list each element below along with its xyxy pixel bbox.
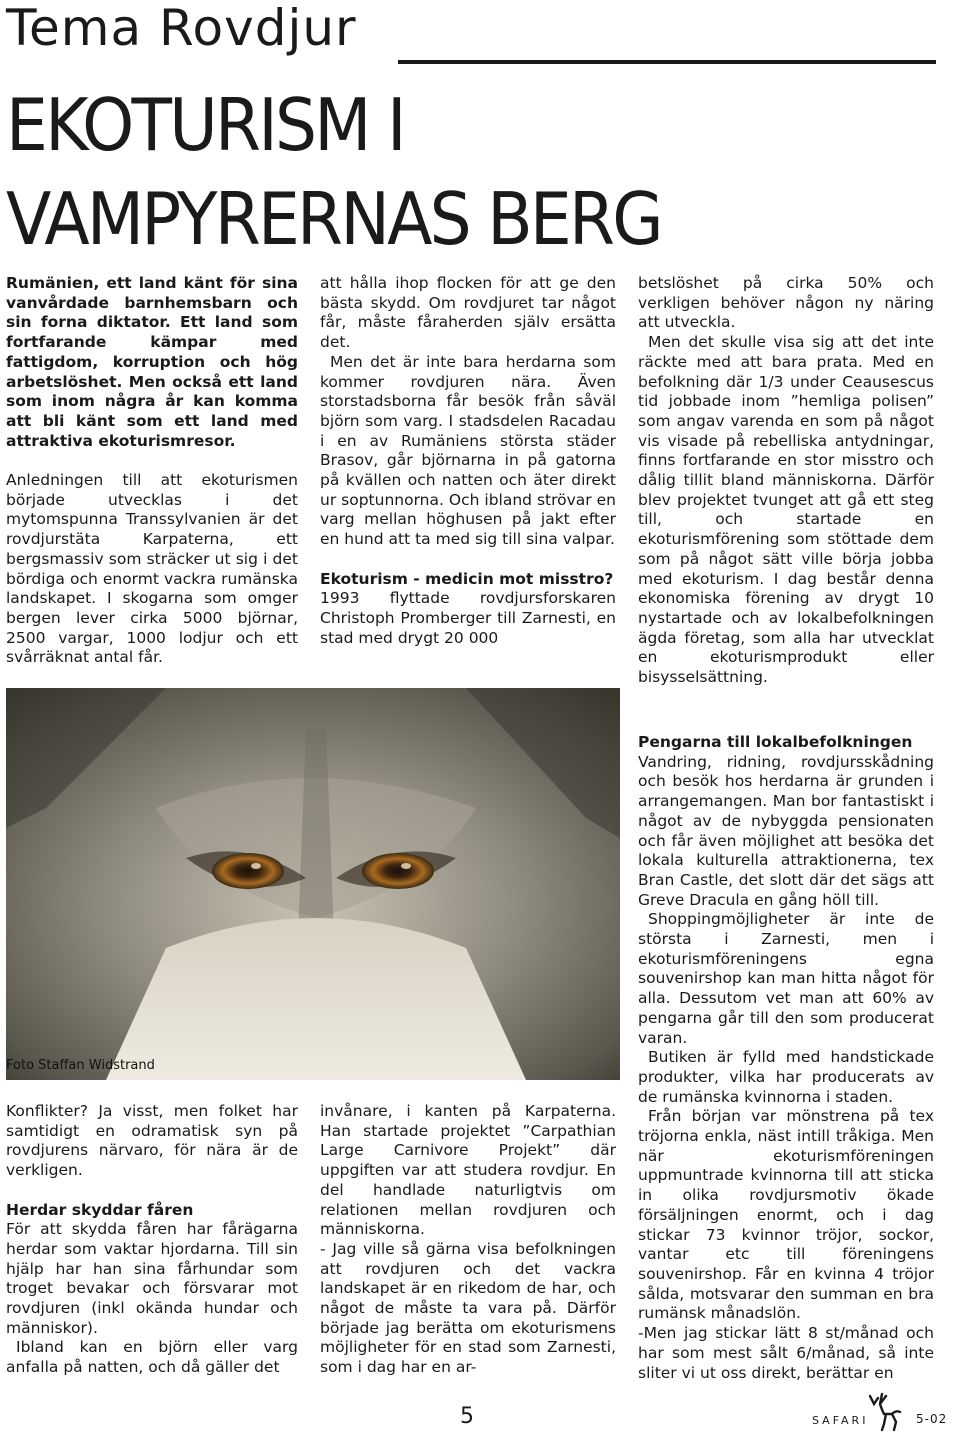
column-3-bottom bbox=[638, 733, 934, 1383]
headline-line2: VAMPYRERNAS BERG bbox=[6, 177, 661, 261]
subheading: Herdar skyddar fåren bbox=[6, 1200, 194, 1219]
subheading: Ekoturism - medicin mot misstro? bbox=[320, 569, 614, 588]
footer-brand: SAFARI bbox=[812, 1414, 869, 1427]
page-number: 5 bbox=[460, 1404, 474, 1429]
headline bbox=[6, 78, 661, 266]
paragraph: betslöshet på cirka 50% och verkligen behöver någon ny näring att utveckla. bbox=[638, 274, 934, 332]
paragraph: att hålla ihop flocken för att ge den bästa skydd. Om rovdjuret tar något får, måste fåraherden själv ersätta det. bbox=[320, 274, 616, 352]
column-1-top bbox=[6, 274, 298, 668]
paragraph: Konflikter? Ja visst, men folket har samtidigt en odramatisk syn på rovdjurens närvaro, för nära är de verkligen. bbox=[6, 1102, 298, 1180]
paragraph: Anledningen till att ekoturismen började utvecklas i det mytomspunna Transsylvanien är det rovdjurstäta Karpaterna, ett bergsmassiv som sträcker ut sig i det bördiga och enormt vackra rumänska landskapet. I skogarna som omger bergen lever cirka 5000 björnar, 2500 vargar, 1000 lodjur och ett svårräknat antal får. bbox=[6, 471, 298, 667]
paragraph: För att skydda fåren har fårägarna herdar som vaktar hjordarna. Till sin hjälp har han sina fårhundar som troget bevakar och försvarar mot rovdjuren (inkl okända hundar och människor). bbox=[6, 1220, 298, 1337]
paragraph: 1993 flyttade rovdjursforskaren Christoph Promberger till Zarnesti, en stad med drygt 20 000 bbox=[320, 589, 616, 647]
paragraph: -Men jag stickar lätt 8 st/månad och har som mest sålt 6/månad, så inte sliter vi ut oss direkt, berättar en bbox=[638, 1324, 934, 1382]
paragraph: Butiken är fylld med handstickade produkter, vilka har producerats av de rumänska kvinnorna i staden. bbox=[638, 1048, 934, 1106]
paragraph: - Jag ville så gärna visa befolkningen att rovdjuren och det vackra landskapet är en rikedom de har, och något de måste ta vara på. Därför började jag berätta om ekoturismens möjligheter för en stad som Zarnesti, som i dag har en ar- bbox=[320, 1239, 616, 1377]
paragraph: Vandring, ridning, rovdjursskådning och besök hos herdarna är grunden i arrangemangen. Man bor fantastiskt i något av de nybyggda pensionaten och får även möjlighet att besöka det lokala kulturella attraktionerna, tex Bran Castle, det slott där det sägs att Greve Dracula en gång höll till. bbox=[638, 752, 934, 909]
wolf-photo bbox=[6, 688, 620, 1080]
paragraph: invånare, i kanten på Karpaterna. Han startade projektet ”Carpathian Large Carnivore Projekt” där uppgiften var att studera rovdjur. En del handlade naturligtvis om relationen mellan rovdjuren och människorna. bbox=[320, 1102, 616, 1239]
footer-issue: 5-02 bbox=[916, 1412, 948, 1426]
subheading: Pengarna till lokalbefolkningen bbox=[638, 733, 913, 751]
paragraph: Från början var mönstrena på tex tröjorna enkla, näst intill tråkiga. Men när ekoturismföreningen uppmuntrade kvinnorna till att sticka in olika rovdjursmotiv ökade försäljningen enormt, och i dag stickar 73 kvinnor tröjor, sockor, vantar etc till föreningens souvenirshop. Får en kvinna 4 tröjor sålda, motsvarar den summan en bra rumänsk månadslön. bbox=[638, 1107, 934, 1323]
paragraph: Men det är inte bara herdarna som kommer rovdjuren nära. Även storstadsborna får besök från såväl björn som varg. I stadsdelen Racadau i en av Rumäniens största städer Brasov, går björnarna in på gatorna på kvällen och natten och äter direkt ur soptunnorna. Och ibland strövar en varg mellan höghusen på jakt efter en hund att ta med sig till sina valpar. bbox=[320, 352, 616, 549]
title-rule bbox=[398, 60, 936, 64]
column-2-bottom bbox=[320, 1102, 616, 1378]
column-1-bottom bbox=[6, 1102, 298, 1378]
column-3-top bbox=[638, 274, 934, 688]
column-2-top bbox=[320, 274, 616, 648]
headline-line1: EKOTURISM I bbox=[6, 83, 404, 167]
paragraph: Men det skulle visa sig att det inte räckte med att bara prata. Med en befolkning där 1/3 under Ceausescus tid jobbade inom ”hemliga polisen” som angav varenda en som på något vis visade på rebelliska antydningar, finns fortfarande en stor misstro och dålig tillit bland människorna. Därför blev projektet tvunget att gå ett steg till, och startade en ekoturismförening som stöttade dem som på något sätt ville börja jobba med ekoturism. I dag består denna ekonomiska förening av drygt 10 nystartade och av lokalbefolkningen ägda företag, som alla har utvecklat en ekoturismprodukt eller bisysselsättning. bbox=[638, 333, 934, 687]
paragraph: Ibland kan en björn eller varg anfalla på natten, och då gäller det bbox=[6, 1338, 298, 1377]
section-title: Tema Rovdjur bbox=[6, 0, 357, 57]
wolf-face-icon bbox=[6, 688, 620, 1080]
deer-logo-icon bbox=[862, 1392, 906, 1436]
lead-paragraph: Rumänien, ett land känt för sina vanvårdade barnhemsbarn och sin forna diktator. Ett land som fortfarande kämpar med fattigdom, korruption och hög arbetslöshet. Men också ett land som inom några år kan komma att bli känt som ett land med attraktiva ekoturismresor. bbox=[6, 274, 298, 450]
paragraph: Shoppingmöjligheter är inte de största i Zarnesti, men i ekoturismföreningens egna souvenirshop kan man hitta något för alla. Dessutom vet man att 60% av pengarna går till den som producerat varan. bbox=[638, 910, 934, 1047]
photo-credit: Foto Staffan Widstrand bbox=[6, 1058, 155, 1073]
